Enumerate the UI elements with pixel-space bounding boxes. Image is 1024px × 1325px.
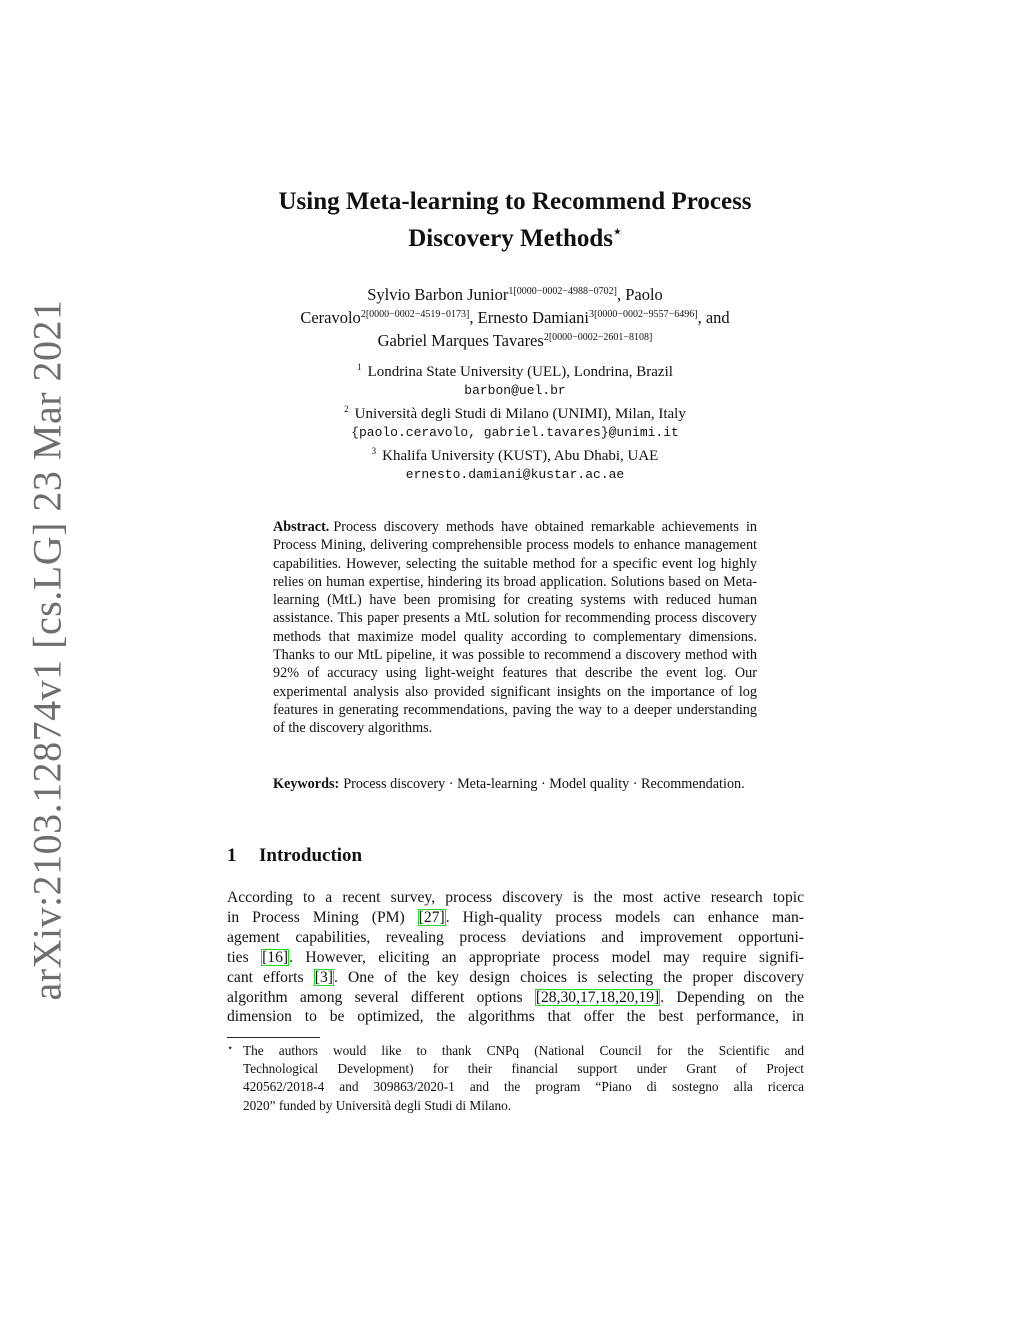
author-conjunction: and xyxy=(705,308,730,327)
footnote-line-1-text: The authors would like to thank CNPq (National Council for the Scientific and xyxy=(243,1043,804,1058)
body-line-5-end: . One of the key design choices is selecting the proper discovery xyxy=(333,968,805,986)
affiliation-list xyxy=(180,358,850,484)
body-line-4-end: . However, eliciting an appropriate process model may require signifi- xyxy=(289,948,804,966)
abstract-text: Process discovery methods have obtained remarkable achievements in Process Mining, delivering comprehensible process models to enhance management capabilities. However, selecting the suitable method for a specific event log highly relies on human expertise, hindering its broad application. Solutions based on Meta-learning (MtL) have been promising for creating systems with reduced human assistance. This paper presents a MtL solution for recommending process discovery methods that maximize model quality according to complementary dimensions. Thanks to our MtL pipeline, it was possible to recommend a discovery method with 92% of accuracy using light-weight features that describe the event log. Our experimental analysis also provided significant insights on the importance of log features in generating recommendations, paving the way to a deeper understanding of the discovery algorithms. xyxy=(273,519,757,737)
footnote-line-1 xyxy=(227,1040,804,1060)
body-line-1: According to a recent survey, process discovery is the most active research topic xyxy=(227,889,804,906)
author-4-name: Gabriel Marques Tavares xyxy=(377,331,544,350)
footnote xyxy=(227,1040,804,1115)
abstract-label: Abstract. xyxy=(273,519,330,535)
affiliation-2-text: Università degli Studi di Milano (UNIMI), Milan, Italy xyxy=(354,406,686,422)
author-1-orcid: 1[0000−0002−4988−0702] xyxy=(508,286,617,297)
citation-link-27[interactable]: [27] xyxy=(418,908,445,926)
affiliation-1-number: 1 xyxy=(357,362,362,372)
citation-link-group[interactable]: [28,30,17,18,20,19] xyxy=(535,988,660,1006)
body-line-7: dimension to be optimized, the algorithms that offer the best performance, in xyxy=(227,1008,804,1026)
body-line-4-start: ties xyxy=(227,948,262,966)
citation-link-16[interactable]: [16] xyxy=(262,948,289,966)
author-2-last-name: Ceravolo xyxy=(300,308,361,327)
title-line-1: Using Meta-learning to Recommend Process xyxy=(278,188,752,215)
title-footnote-mark: ⋆ xyxy=(613,225,622,240)
author-2-first-name: Paolo xyxy=(625,285,663,304)
affiliation-3 xyxy=(180,442,850,466)
author-1-name: Sylvio Barbon Junior xyxy=(367,285,509,304)
paper-title xyxy=(200,186,830,254)
author-3-orcid: 3[0000−0002−9557−6496] xyxy=(589,309,698,320)
footnote-line-2: Technological Development) for their financial support under Grant of Project xyxy=(243,1061,804,1077)
section-title: Introduction xyxy=(259,845,363,866)
author-line-3 xyxy=(180,328,850,351)
body-line-5-start: cant efforts xyxy=(227,968,314,986)
keywords xyxy=(273,775,757,793)
affiliation-2-number: 2 xyxy=(344,404,349,414)
author-4-orcid: 2[0000−0002−2601−8108] xyxy=(543,332,653,343)
body-line-2 xyxy=(227,908,804,928)
author-line-2: Ceravolo$^{2[0000-0002-4519-0173]}$, Ernesto Damiani$^{3[0000-0002-9557-6496]}$, and xyxy=(300,308,730,327)
citation-link-3[interactable]: [3] xyxy=(314,968,333,986)
abstract xyxy=(273,518,757,738)
body-line-5 xyxy=(227,968,804,988)
affiliation-2-email: {paolo.ceravolo, gabriel.tavares}@unimi.it xyxy=(351,424,679,440)
arxiv-identifier: arXiv:2103.12874v1 [cs.LG] 23 Mar 2021 xyxy=(24,299,70,1001)
body-line-6 xyxy=(227,988,804,1008)
title-line-2-text: Discovery Methods xyxy=(408,225,614,252)
footnote-divider xyxy=(227,1037,320,1038)
body-line-2-start: in Process Mining (PM) xyxy=(227,908,418,926)
author-3-name: Ernesto Damiani xyxy=(477,308,589,327)
body-line-2-end: . High-quality process models can enhance man- xyxy=(445,908,804,926)
affiliation-1-text: Londrina State University (UEL), Londrina, Brazil xyxy=(367,364,673,380)
author-list xyxy=(180,282,850,351)
body-line-6-start: algorithm among several different options xyxy=(227,988,535,1006)
body-line-6-end: . Depending on the xyxy=(660,988,804,1006)
arxiv-sidebar-stamp xyxy=(22,299,72,1001)
introduction-paragraph xyxy=(227,888,804,1027)
body-line-4 xyxy=(227,948,804,968)
section-number: 1 xyxy=(227,845,237,866)
title-line-2 xyxy=(200,217,830,254)
affiliation-2 xyxy=(180,400,850,424)
author-line-1: Sylvio Barbon Junior$^{1[0000-0002-4988-0702]}$, Paolo xyxy=(367,285,663,304)
affiliation-3-number: 3 xyxy=(371,446,377,456)
section-heading xyxy=(227,845,362,867)
affiliation-1 xyxy=(180,358,850,382)
footnote-mark: ⋆ xyxy=(227,1043,234,1054)
footnote-line-4: 2020” funded by Università degli Studi di Milano. xyxy=(243,1097,512,1113)
footnote-line-3: 420562/2018-4 and 309863/2020-1 and the program “Piano di sostegno alla ricerca xyxy=(243,1079,804,1095)
affiliation-3-text: Khalifa University (KUST), Abu Dhabi, UAE xyxy=(382,448,659,464)
body-line-3: agement capabilities, revealing process deviations and improvement opportuni- xyxy=(227,928,804,946)
author-2-orcid: 2[0000−0002−4519−0173] xyxy=(360,309,470,320)
keywords-text: Process discovery · Meta-learning · Model quality · Recommendation. xyxy=(343,776,745,792)
affiliation-3-email: ernesto.damiani@kustar.ac.ae xyxy=(405,466,625,482)
keywords-label: Keywords: xyxy=(273,776,340,792)
affiliation-1-email: barbon@uel.br xyxy=(464,382,566,398)
